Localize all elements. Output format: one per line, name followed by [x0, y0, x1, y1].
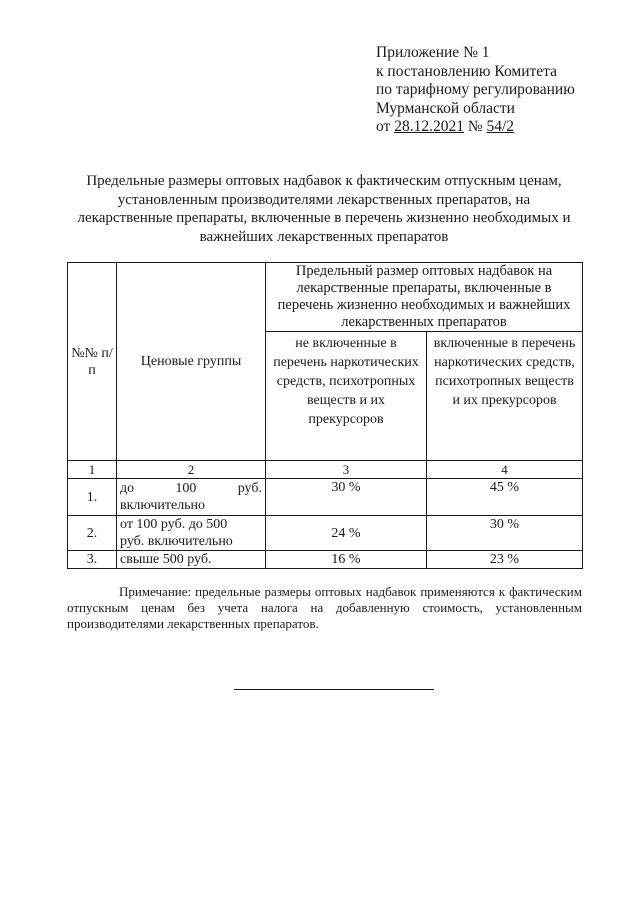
price-group-line: до 100 руб. — [120, 481, 262, 496]
price-group-line: от 100 руб. до 500 — [120, 517, 228, 532]
markup-included: 23 % — [427, 551, 583, 569]
row-number: 2. — [68, 516, 117, 551]
markup-not-included: 30 % — [266, 479, 427, 516]
footnote — [67, 584, 582, 632]
appendix-block — [376, 44, 626, 137]
table-row — [68, 551, 583, 569]
column-number: 1 — [68, 461, 117, 479]
markup-not-included: 16 % — [266, 551, 427, 569]
column-number: 3 — [266, 461, 427, 479]
document-title — [56, 172, 592, 246]
table-row — [68, 516, 583, 551]
markup-not-included: 24 % — [266, 516, 427, 551]
header-number: №№ п/п — [68, 263, 117, 461]
footnote-text: Примечание: предельные размеры оптовых надбавок применяются к фактическим отпускным ценам без учета налога на добавленную стоимость, установленным производителями лекарственных препаратов. — [67, 584, 582, 631]
markup-table — [67, 262, 583, 569]
price-group — [117, 479, 266, 516]
markup-included: 30 % — [427, 516, 583, 551]
markup-included: 45 % — [427, 479, 583, 516]
row-number: 1. — [68, 479, 117, 516]
separator-line — [234, 689, 434, 690]
appendix-line-1: Приложение № 1 — [376, 44, 490, 61]
header-not-included: не включенные в перечень наркотических средств, психотропных веществ и их прекурсоров — [266, 332, 427, 461]
price-group-line: руб. включительно — [120, 534, 233, 549]
column-number: 2 — [117, 461, 266, 479]
title-line-3: лекарственные препараты, включенные в перечень жизненно необходимых и — [77, 210, 571, 226]
column-numbers-row — [68, 461, 583, 479]
appendix-date-line — [376, 118, 626, 137]
price-group-line: включительно — [120, 498, 206, 513]
header-markup-limit: Предельный размер оптовых надбавок на лекарственные препараты, включенные в перечень жизненно необходимых и важнейших лекарственных препаратов — [266, 263, 583, 332]
price-group: свыше 500 руб. — [117, 551, 266, 569]
appendix-line-4: Мурманской области — [376, 99, 515, 117]
header-included: включенные в перечень наркотических средств, психотропных веществ и их прекурсоров — [427, 332, 583, 461]
date-prefix: от — [376, 118, 395, 135]
title-line-1: Предельные размеры оптовых надбавок к фактическим отпускным ценам, — [86, 173, 562, 189]
row-number: 3. — [68, 551, 117, 569]
appendix-line-2: к постановлению Комитета — [376, 62, 557, 80]
title-line-2: установленным производителями лекарственных препаратов, на — [117, 191, 531, 208]
header-price-groups: Ценовые группы — [117, 263, 266, 461]
number-sign: № — [463, 118, 487, 135]
table-row — [68, 479, 583, 516]
title-line-4: важнейших лекарственных препаратов — [199, 228, 449, 245]
appendix-line-3: по тарифному регулированию — [376, 81, 575, 98]
column-number: 4 — [427, 461, 583, 479]
price-group — [117, 516, 266, 551]
appendix-number: 54/2 — [486, 118, 515, 135]
appendix-date: 28.12.2021 — [394, 118, 464, 135]
